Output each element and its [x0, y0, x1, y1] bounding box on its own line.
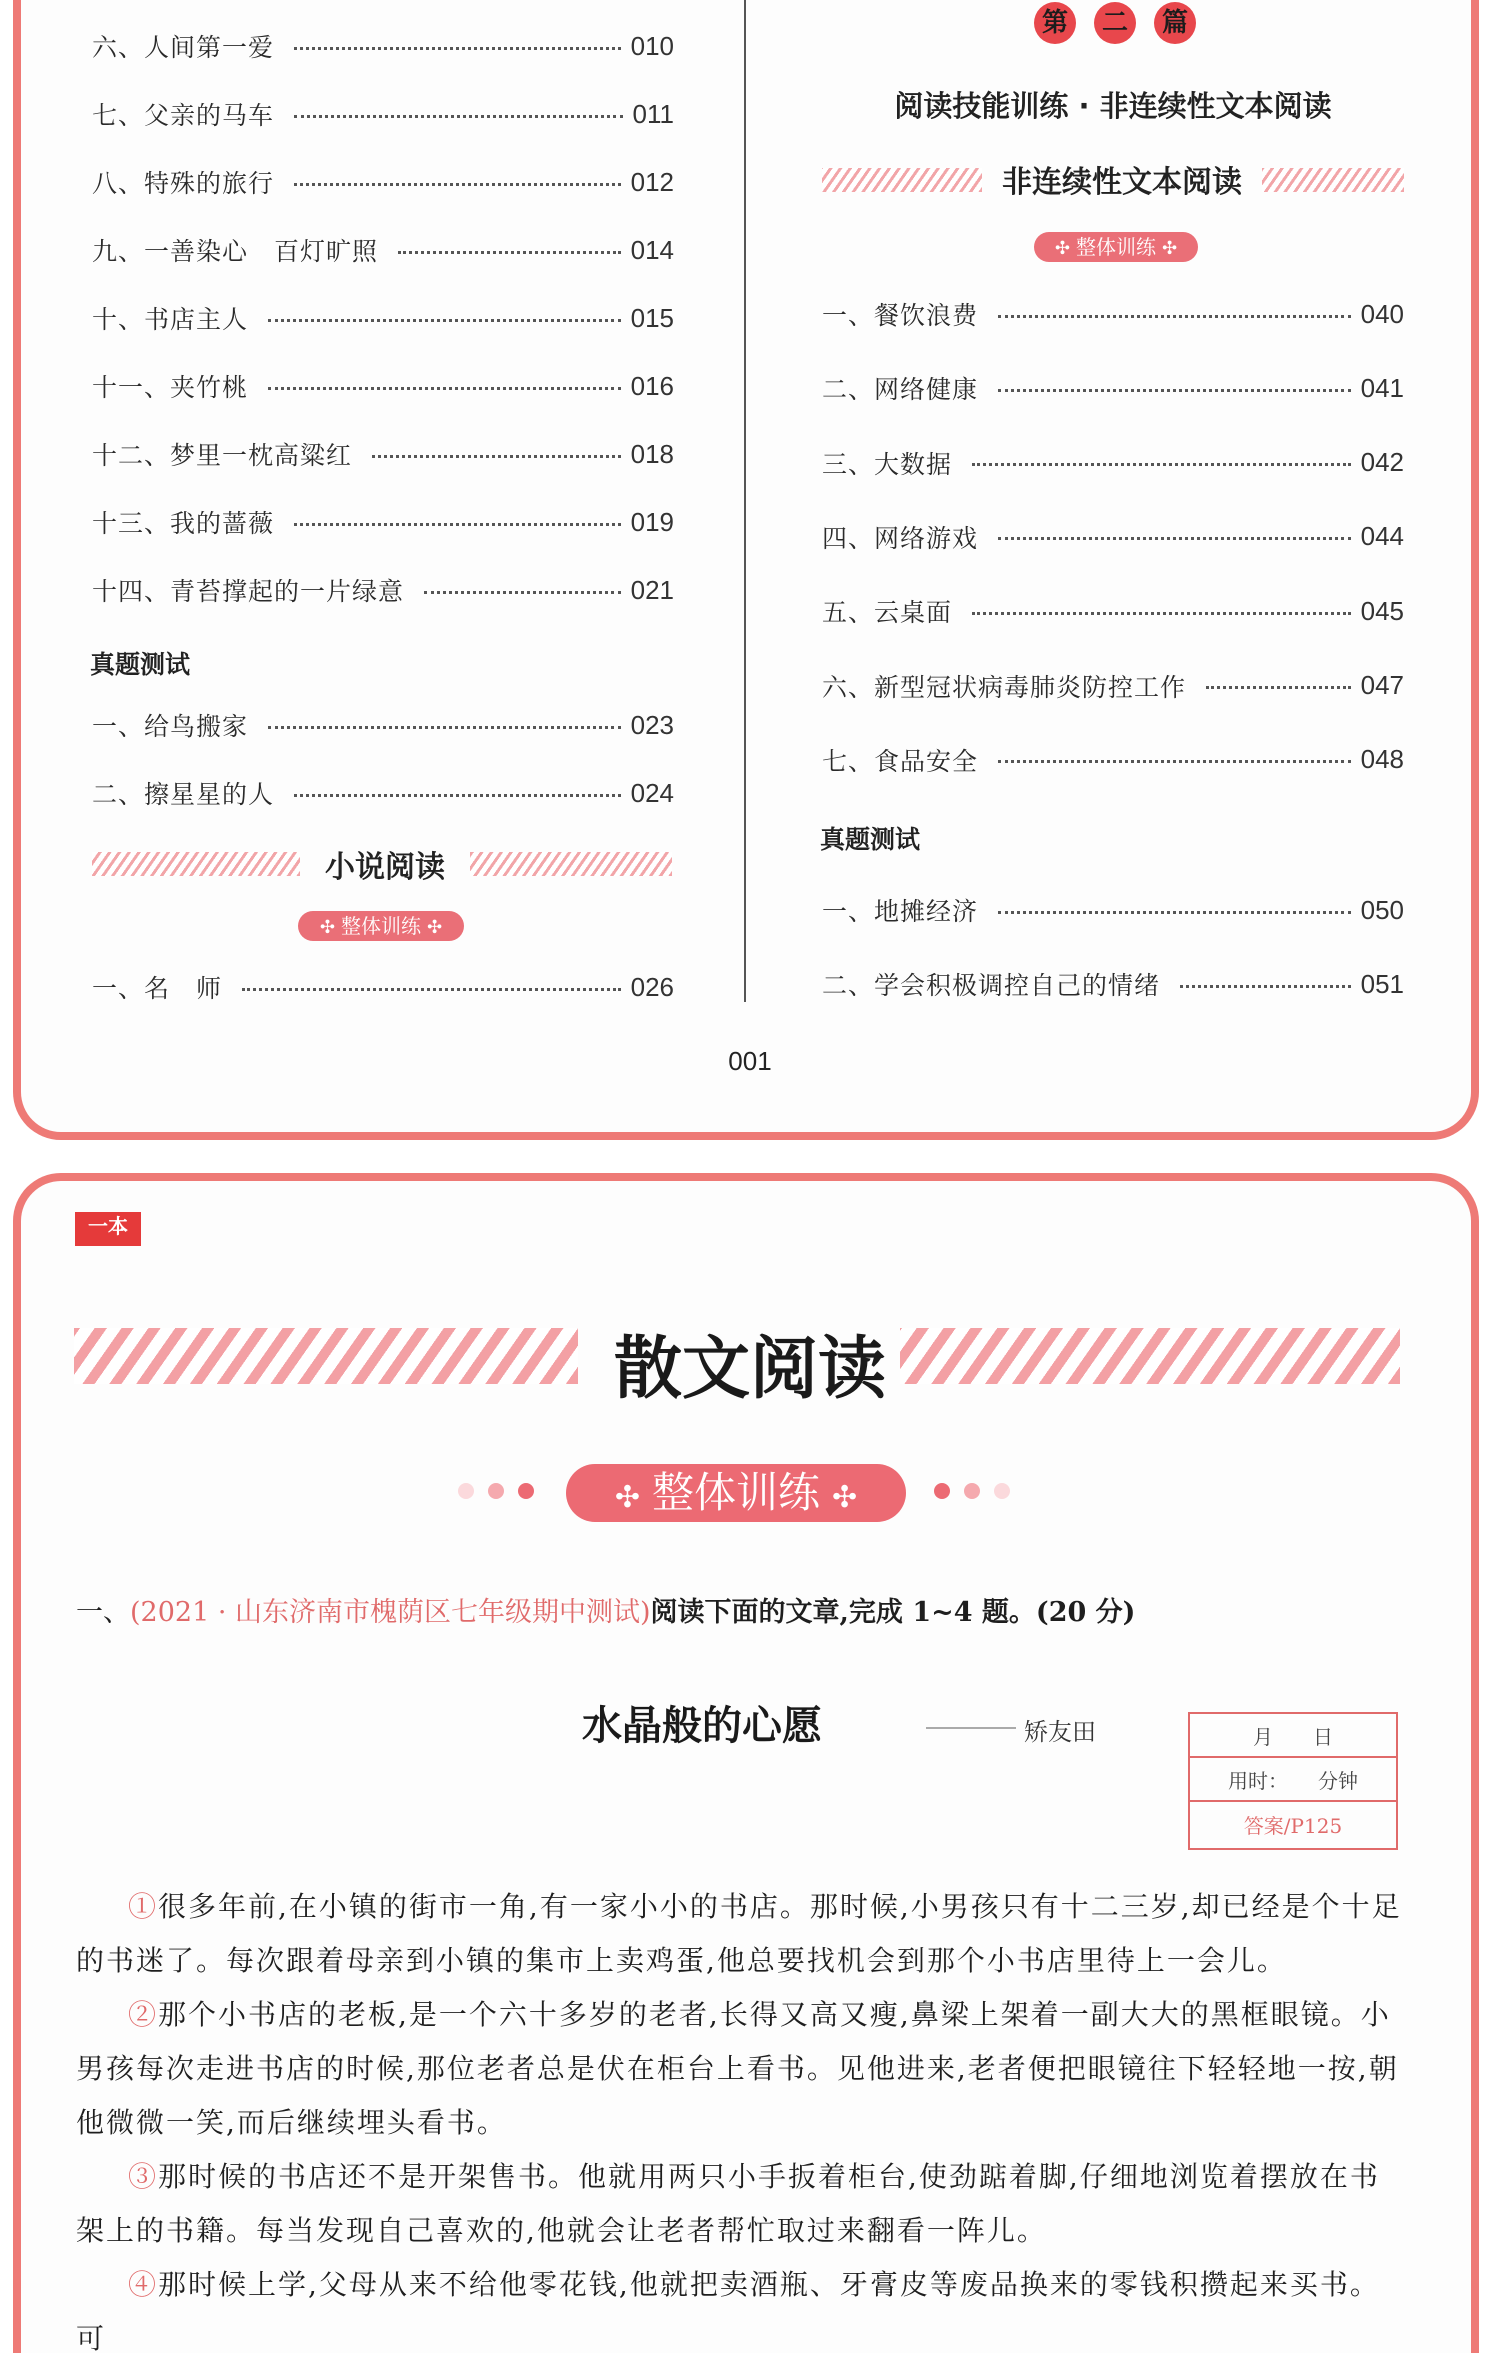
author-dash: [926, 1727, 1016, 1729]
toc-leader-dots: [972, 463, 1351, 466]
toc-entry: [92, 967, 674, 1007]
toc-entry: [822, 443, 1404, 483]
toc-page-number: 045: [1360, 595, 1404, 626]
toc-entry: [822, 591, 1404, 631]
toc-leader-dots: [1206, 686, 1351, 689]
question-source: (2021 · 山东济南市槐荫区七年级期中测试): [130, 1597, 651, 1628]
toc-leader-dots: [998, 315, 1351, 318]
toc-entry-title: 三、大数据: [822, 449, 953, 479]
sparkle-icon: ✣: [319, 917, 335, 938]
toc-entry-title: 六、人间第一爱: [92, 33, 275, 62]
toc-entry-title: 一、地摊经济: [822, 897, 979, 926]
toc-leader-dots: [1180, 985, 1351, 988]
toc-entry: [822, 964, 1404, 1004]
paragraph-text: 很多年前,在小镇的街市一角,有一家小小的书店。那时候,小男孩只有十二三岁,却已经是个十足的书迷了。每次跟着母亲到小镇的集市上卖鸡蛋,他总要找机会到那个小书店里待上一会儿。: [76, 1890, 1402, 1977]
paragraph-number: ②: [128, 1998, 159, 2031]
toc-leader-dots: [268, 387, 621, 390]
toc-leader-dots: [372, 455, 621, 458]
toc-entry-title: 五、云桌面: [822, 598, 953, 628]
toc-page-number: 019: [630, 506, 674, 537]
sparkle-icon: ✣: [1054, 238, 1070, 259]
toc-entry-title: 九、一善染心 百灯旷照: [92, 237, 379, 266]
toc-entry-title: 八、特殊的旅行: [92, 169, 275, 198]
toc-page-number: 042: [1360, 447, 1404, 478]
toc-entry-title: 十三、我的蔷薇: [92, 509, 275, 538]
part-char-circle: 篇: [1154, 2, 1196, 44]
paragraph-text: 那时候上学,父母从来不给他零花钱,他就把卖酒瓶、牙膏皮等废品换来的零钱积攒起来买书。可: [76, 2268, 1380, 2355]
hatch-decoration: [470, 852, 672, 876]
toc-page-number: 023: [630, 709, 674, 740]
page-number: 001: [728, 1046, 772, 1076]
column-divider: [744, 0, 746, 1002]
left-real-test-label: 真题测试: [90, 650, 191, 679]
dot-decoration: [488, 1483, 504, 1499]
record-date: 月 日: [1190, 1714, 1396, 1758]
toc-entry: [92, 705, 674, 745]
toc-page-number: 026: [630, 971, 674, 1002]
toc-leader-dots: [268, 726, 621, 729]
toc-entry: [92, 773, 674, 813]
toc-leader-dots: [294, 523, 621, 526]
toc-entry-title: 一、给鸟搬家: [92, 712, 249, 741]
noncontinuous-heading: 非连续性文本阅读: [1002, 165, 1242, 200]
toc-entry: [822, 890, 1404, 930]
sparkle-icon: ✣: [1162, 238, 1178, 259]
toc-entry: [92, 502, 674, 542]
pill-label: 整体训练: [341, 914, 421, 938]
toc-entry: [92, 570, 674, 610]
dot-decoration: [934, 1483, 950, 1499]
pill-label: 整体训练: [1076, 235, 1156, 259]
part-char-circle: 二: [1094, 2, 1136, 44]
toc-entry-title: 二、网络健康: [822, 375, 979, 405]
toc-entry-title: 十一、夹竹桃: [92, 373, 249, 402]
left-training-pill: [298, 911, 464, 941]
article-author: 矫友田: [1024, 1718, 1096, 1746]
novel-heading: 小说阅读: [325, 850, 445, 885]
dot-decoration: [458, 1483, 474, 1499]
toc-entry-title: 二、擦星星的人: [92, 780, 275, 809]
toc-leader-dots: [268, 319, 621, 322]
toc-entry: [92, 162, 674, 202]
toc-entry: [92, 230, 674, 270]
dot-decoration: [518, 1483, 534, 1499]
paragraph-text: 那个小书店的老板,是一个六十多岁的老者,长得又高又瘦,鼻梁上架着一副大大的黑框眼镜。小男孩每次走进书店的时候,那位老者总是伏在柜台上看书。见他进来,老者便把眼镜往下轻轻地一按,朝他微微一笑,而后继续埋头看书。: [76, 1998, 1399, 2139]
hatch-decoration: [900, 1328, 1400, 1384]
record-time: 用时： 分钟: [1190, 1758, 1396, 1802]
toc-page-number: 050: [1360, 894, 1404, 925]
toc-entry: [822, 294, 1404, 334]
toc-entry-title: 四、网络游戏: [822, 523, 979, 553]
dot-decoration: [964, 1483, 980, 1499]
toc-entry-title: 十四、青苔撑起的一片绿意: [92, 577, 405, 606]
toc-page-number: 015: [630, 302, 674, 333]
publisher-logo: 一本: [75, 1212, 141, 1246]
right-real-test-label: 真题测试: [820, 825, 921, 854]
toc-entry: [822, 517, 1404, 557]
toc-entry-title: 一、餐饮浪费: [822, 301, 979, 330]
toc-page-number: 016: [630, 370, 674, 401]
training-pill-label: 整体训练: [651, 1468, 820, 1517]
toc-entry: [92, 298, 674, 338]
toc-leader-dots: [972, 612, 1351, 615]
training-pill: [566, 1464, 906, 1522]
toc-page-number: 051: [1360, 968, 1404, 999]
dot-decoration: [994, 1483, 1010, 1499]
toc-entry: [822, 666, 1404, 706]
section-title: 散文阅读: [613, 1330, 886, 1409]
toc-entry: [822, 368, 1404, 408]
article-paragraph: [76, 2258, 1406, 2366]
toc-leader-dots: [398, 251, 621, 254]
toc-entry: [92, 434, 674, 474]
toc-leader-dots: [242, 988, 621, 991]
toc-page-number: 021: [630, 574, 674, 605]
toc-page-number: 010: [630, 30, 674, 61]
article-paragraph: [76, 1988, 1406, 2150]
toc-leader-dots: [424, 591, 621, 594]
hatch-decoration: [1262, 168, 1404, 192]
paragraph-text: 那时候的书店还不是开架售书。他就用两只小手扳着柜台,使劲踮着脚,仔细地浏览着摆放在书架上的书籍。每当发现自己喜欢的,他就会让老者帮忙取过来翻看一阵儿。: [76, 2160, 1380, 2247]
sparkle-icon: ✣: [832, 1480, 858, 1515]
paragraph-number: ③: [128, 2160, 159, 2193]
toc-page-number: 024: [630, 777, 674, 808]
hatch-decoration: [822, 168, 982, 192]
article-paragraph: [76, 2150, 1406, 2258]
toc-page-number: 012: [630, 166, 674, 197]
hatch-decoration: [74, 1328, 578, 1384]
toc-leader-dots: [998, 760, 1351, 763]
toc-entry-title: 十二、梦里一枕高粱红: [92, 441, 353, 470]
toc-leader-dots: [294, 794, 621, 797]
right-training-pill: [1034, 232, 1198, 262]
toc-leader-dots: [294, 115, 623, 118]
toc-leader-dots: [294, 183, 621, 186]
question-instruction: 阅读下面的文章,完成 1~4 题。(20 分): [650, 1597, 1136, 1628]
toc-page-number: 048: [1360, 744, 1404, 775]
toc-page-number: 018: [630, 438, 674, 469]
toc-entry-title: 二、学会积极调控自己的情绪: [822, 971, 1161, 1000]
toc-leader-dots: [998, 389, 1351, 392]
toc-page-number: 040: [1360, 298, 1404, 329]
question-prefix: 一、: [76, 1597, 130, 1628]
question-prompt: [76, 1590, 1135, 1629]
hatch-decoration: [92, 852, 300, 876]
paragraph-number: ④: [128, 2268, 159, 2301]
toc-entry: [92, 366, 674, 406]
paragraph-number: ①: [128, 1890, 159, 1923]
toc-page-number: 041: [1360, 372, 1404, 403]
part-title: 阅读技能训练 · 非连续性文本阅读: [894, 89, 1332, 123]
toc-entry: [92, 26, 674, 66]
record-box: [1188, 1712, 1398, 1850]
toc-entry-title: 一、名 师: [92, 974, 223, 1003]
record-answer-ref: 答案/P125: [1243, 1813, 1343, 1838]
sparkle-icon: ✣: [427, 917, 443, 938]
toc-leader-dots: [998, 911, 1351, 914]
article-paragraph: [76, 1880, 1406, 1988]
toc-entry-title: 七、食品安全: [822, 746, 979, 776]
toc-entry: [92, 94, 674, 134]
toc-entry-title: 十、书店主人: [92, 305, 249, 334]
toc-page-number: 014: [630, 234, 674, 265]
toc-page-number: 044: [1360, 521, 1404, 552]
toc-entry-title: 七、父亲的马车: [92, 101, 275, 130]
sparkle-icon: ✣: [614, 1480, 640, 1515]
toc-entry-title: 六、新型冠状病毒肺炎防控工作: [822, 672, 1187, 702]
toc-page-number: 047: [1360, 670, 1404, 700]
toc-page-number: 011: [632, 98, 674, 129]
part-char-circle: 第: [1034, 2, 1076, 44]
toc-leader-dots: [998, 537, 1351, 540]
toc-entry: [822, 740, 1404, 780]
article-title: 水晶般的心愿: [582, 1702, 822, 1749]
toc-leader-dots: [294, 47, 621, 50]
